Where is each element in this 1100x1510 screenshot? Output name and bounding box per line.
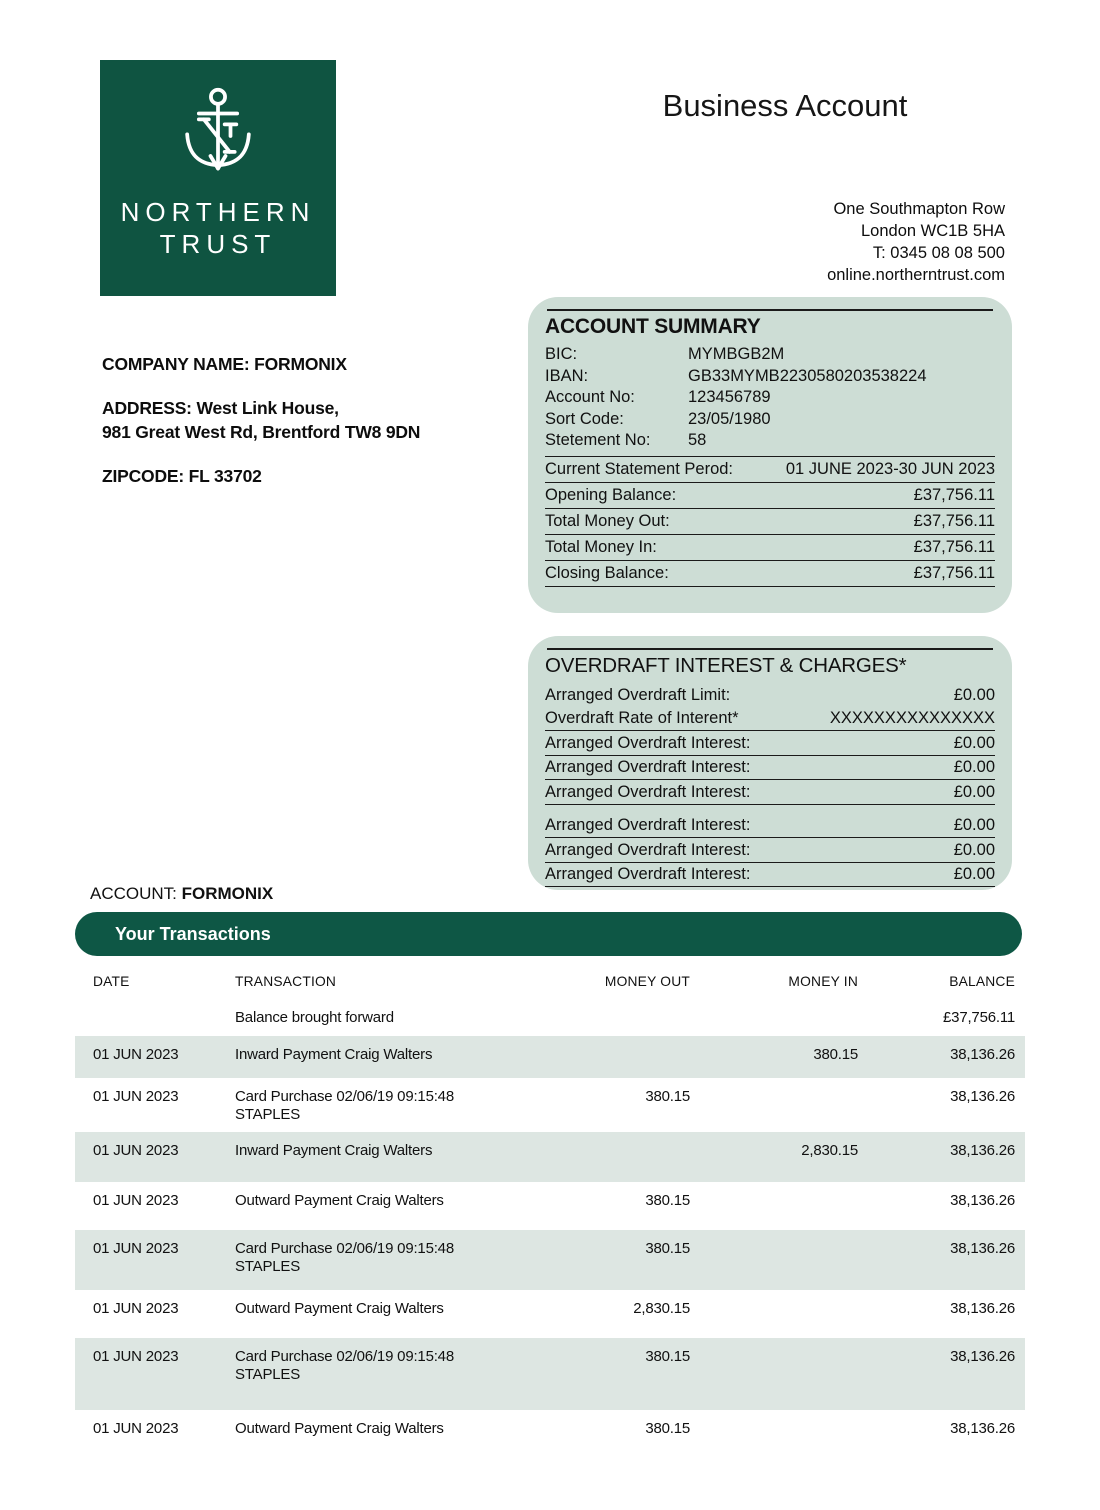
cell-balance: 38,136.26: [950, 1142, 1015, 1159]
detail-row-iban: [545, 366, 995, 388]
anchor-nt-logo-icon: [176, 86, 260, 186]
account-summary-title: ACCOUNT SUMMARY: [545, 315, 761, 338]
detail-row-sort-code: [545, 409, 995, 431]
cell-date: 01 JUN 2023: [93, 1240, 179, 1257]
cell-date: 01 JUN 2023: [93, 1088, 179, 1105]
cell-balance: 38,136.26: [950, 1192, 1015, 1209]
bank-website: online.northerntrust.com: [827, 266, 1005, 284]
overdraft-box: [528, 636, 1012, 890]
balance-brought-forward-row: [75, 995, 1025, 1036]
overdraft-label: Arranged Overdraft Interest:: [545, 782, 751, 801]
overdraft-row-interest: [545, 780, 995, 805]
transaction-row: [75, 1290, 1025, 1338]
cell-date: 01 JUN 2023: [93, 1046, 179, 1063]
transaction-row: [75, 1230, 1025, 1290]
detail-label: IBAN:: [545, 366, 589, 385]
cell-transaction: Inward Payment Craig Walters: [235, 1142, 433, 1159]
summary-row-opening-balance: [545, 483, 995, 509]
account-summary-box: [528, 297, 1012, 613]
summary-value: £37,756.11: [913, 512, 995, 530]
overdraft-value: £0.00: [953, 758, 995, 776]
overdraft-row-interest: [545, 838, 995, 863]
cell-transaction: Card Purchase 02/06/19 09:15:48 STAPLES: [235, 1348, 454, 1383]
company-info: [102, 352, 420, 488]
overdraft-label: Arranged Overdraft Interest:: [545, 816, 751, 834]
overdraft-value: £0.00: [953, 816, 995, 834]
your-transactions-bar: Your Transactions: [75, 912, 1022, 956]
transaction-row: [75, 1078, 1025, 1132]
overdraft-row-interest: [545, 731, 995, 756]
col-header-balance: BALANCE: [949, 974, 1015, 989]
summary-row-statement-period: [545, 457, 995, 483]
cell-date: 01 JUN 2023: [93, 1348, 179, 1365]
transactions-header-row: [75, 966, 1025, 995]
bank-address-line: One Southmapton Row: [833, 200, 1005, 218]
overdraft-row-limit: [545, 683, 995, 707]
page-title: Business Account: [662, 88, 908, 123]
detail-label: BIC:: [545, 345, 578, 363]
summary-row-closing-balance: [545, 561, 995, 587]
cell-balance: 38,136.26: [950, 1046, 1015, 1063]
cell-money-out: 2,830.15: [633, 1300, 690, 1317]
transaction-row: [75, 1338, 1025, 1410]
company-zipcode: ZIPCODE: FL 33702: [102, 466, 262, 486]
transaction-row: [75, 1182, 1025, 1230]
logo-word-northern: NORTHERN: [120, 197, 316, 227]
cell-transaction: Card Purchase 02/06/19 09:15:48 STAPLES: [235, 1088, 454, 1123]
overdraft-value: £0.00: [953, 733, 995, 752]
transaction-row: [75, 1036, 1025, 1078]
overdraft-label: Arranged Overdraft Limit:: [545, 685, 731, 704]
summary-value: £37,756.11: [913, 538, 995, 556]
cell-date: 01 JUN 2023: [93, 1192, 179, 1209]
detail-value: 123456789: [688, 388, 771, 406]
account-owner-line: [90, 884, 273, 904]
cell-balance: 38,136.26: [950, 1420, 1015, 1437]
transaction-row: [75, 1410, 1025, 1452]
transaction-row: [75, 1132, 1025, 1182]
account-summary-details: [545, 344, 995, 457]
divider: [547, 309, 993, 311]
overdraft-value: XXXXXXXXXXXXXXX: [829, 709, 995, 727]
detail-value: 23/05/1980: [688, 409, 771, 428]
company-address-line1: ADDRESS: West Link House,: [102, 398, 339, 418]
divider: [547, 648, 993, 650]
detail-row-account-no: [545, 387, 995, 409]
detail-label: Stetement No:: [545, 431, 651, 449]
detail-row-statement-no: [545, 430, 995, 452]
overdraft-label: Arranged Overdraft Interest:: [545, 840, 751, 859]
overdraft-row-interest: [545, 756, 995, 781]
overdraft-label: Arranged Overdraft Interest:: [545, 733, 751, 752]
cell-money-out: 380.15: [645, 1088, 690, 1105]
cell-balance: 38,136.26: [950, 1240, 1015, 1257]
overdraft-label: Overdraft Rate of Interent*: [545, 709, 739, 727]
cell-money-out: 380.15: [645, 1420, 690, 1437]
account-prefix: ACCOUNT:: [90, 884, 182, 903]
cell-transaction: Outward Payment Craig Walters: [235, 1192, 444, 1209]
cell-transaction: Card Purchase 02/06/19 09:15:48 STAPLES: [235, 1240, 454, 1275]
summary-row-total-money-out: [545, 509, 995, 535]
detail-label: Account No:: [545, 388, 635, 406]
overdraft-value: £0.00: [953, 685, 995, 704]
cell-money-out: 380.15: [645, 1348, 690, 1365]
cell-balance: 38,136.26: [950, 1300, 1015, 1317]
cell-money-out: 380.15: [645, 1240, 690, 1257]
detail-value: MYMBGB2M: [688, 345, 785, 363]
cell-balance: 38,136.26: [950, 1088, 1015, 1105]
cell-balance: 38,136.26: [950, 1348, 1015, 1365]
bank-address-line: T: 0345 08 08 500: [872, 244, 1005, 262]
cell-date: 01 JUN 2023: [93, 1300, 179, 1317]
cell-transaction: Outward Payment Craig Walters: [235, 1420, 444, 1437]
overdraft-label: Arranged Overdraft Interest:: [545, 865, 751, 883]
summary-value: £37,756.11: [913, 486, 995, 504]
summary-row-total-money-in: [545, 535, 995, 561]
overdraft-row-interest: [545, 814, 995, 839]
detail-value: GB33MYMB2230580203538224: [688, 366, 927, 385]
col-header-money-in: MONEY IN: [788, 974, 858, 989]
bank-address-line: London WC1B 5HA: [861, 222, 1005, 240]
logo-word-trust: TRUST: [159, 229, 277, 259]
northern-trust-logo: [100, 60, 336, 296]
cell-money-in: 2,830.15: [801, 1142, 858, 1159]
cell-transaction: Outward Payment Craig Walters: [235, 1300, 444, 1317]
cell-date: 01 JUN 2023: [93, 1420, 179, 1437]
overdraft-label: Arranged Overdraft Interest:: [545, 758, 751, 776]
overdraft-row-rate: [545, 707, 995, 732]
overdraft-title: OVERDRAFT INTEREST & CHARGES*: [545, 654, 907, 677]
overdraft-value: £0.00: [953, 840, 995, 859]
company-name: COMPANY NAME: FORMONIX: [102, 354, 347, 374]
cell-money-in: 380.15: [813, 1046, 858, 1063]
transactions-body: [75, 1036, 1025, 1452]
bank-address: [827, 198, 1005, 286]
detail-row-bic: [545, 344, 995, 366]
col-header-transaction: TRANSACTION: [235, 974, 337, 989]
overdraft-value: £0.00: [953, 865, 995, 883]
overdraft-row-interest: [545, 863, 995, 888]
account-owner-name: FORMONIX: [181, 884, 274, 903]
detail-value: 58: [688, 431, 707, 449]
summary-value: 01 JUNE 2023-30 JUN 2023: [785, 460, 995, 478]
col-header-money-out: MONEY OUT: [604, 974, 690, 989]
cell-transaction: Inward Payment Craig Walters: [235, 1046, 433, 1063]
cell-date: 01 JUN 2023: [93, 1142, 179, 1159]
summary-label: Current Statement Perod:: [545, 460, 734, 478]
transactions-table: [75, 966, 1025, 1452]
summary-label: Total Money Out:: [545, 512, 670, 530]
summary-label: Opening Balance:: [545, 486, 677, 504]
detail-label: Sort Code:: [545, 409, 624, 428]
cell-transaction: Balance brought forward: [235, 1009, 394, 1026]
summary-value: £37,756.11: [913, 564, 995, 582]
logo-wordmark: [121, 196, 316, 260]
cell-balance: £37,756.11: [943, 1009, 1015, 1026]
summary-label: Total Money In:: [545, 538, 657, 556]
col-header-date: DATE: [93, 974, 130, 989]
company-address-line2: 981 Great West Rd, Brentford TW8 9DN: [102, 422, 421, 442]
cell-money-out: 380.15: [645, 1192, 690, 1209]
summary-label: Closing Balance:: [545, 564, 669, 582]
overdraft-value: £0.00: [953, 782, 995, 801]
